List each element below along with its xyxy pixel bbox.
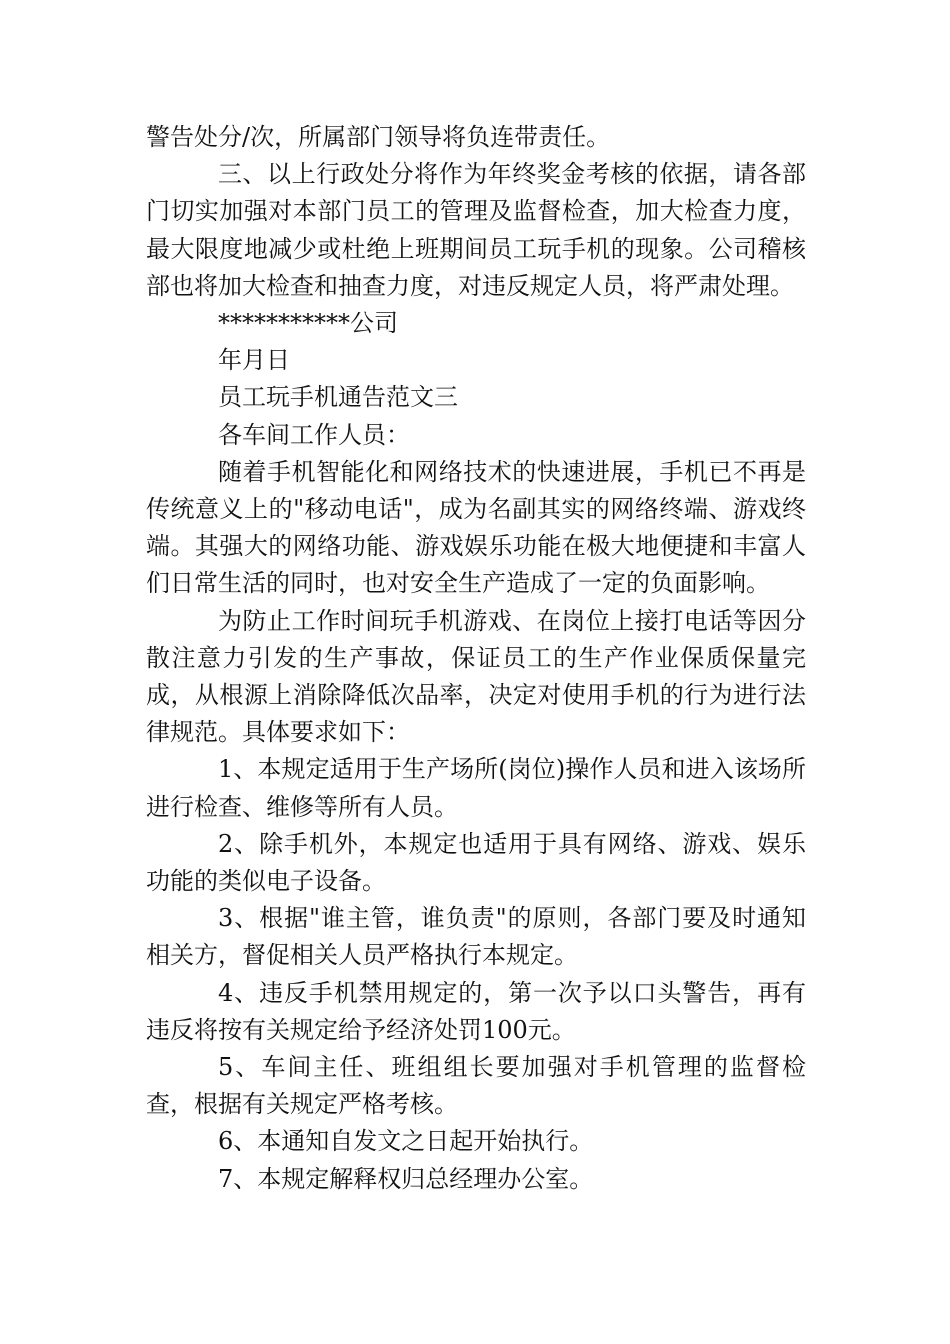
paragraph-purpose: 为防止工作时间玩手机游戏、在岗位上接打电话等因分散注意力引发的生产事故，保证员工的生产作业保质保量完成，从根源上消除降低次品率，决定对使用手机的行为进行法律规范。具体要求如下： [146,606,806,747]
signature-company: ***********公司 [218,309,398,338]
salutation: 各车间工作人员： [218,420,410,449]
paragraph-warning-continued: 警告处分/次，所属部门领导将负连带责任。 [146,123,611,151]
paragraph-background: 随着手机智能化和网络技术的快速进展，手机已不再是传统意义上的"移动电话"，成为名副其实的网络终端、游戏终端。其强大的网络功能、游戏娱乐功能在极大地便捷和丰富人们日常生活的同时，也对安全生产造成了一定的负面影响。 [146,457,806,598]
rule-item-7: 7、本规定解释权归总经理办公室。 [218,1164,594,1193]
rule-item-3: 3、根据"谁主管，谁负责"的原则，各部门要及时通知相关方，督促相关人员严格执行本规定。 [146,904,806,970]
rule-item-4: 4、违反手机禁用规定的，第一次予以口头警告，再有违反将按有关规定给予经济处罚100元。 [146,978,806,1044]
rule-item-2: 2、除手机外，本规定也适用于具有网络、游戏、娱乐功能的类似电子设备。 [146,829,806,896]
rule-item-5: 5、车间主任、班组组长要加强对手机管理的监督检查，根据有关规定严格考核。 [146,1053,806,1119]
signature-date: 年月日 [218,346,290,375]
paragraph-section-three: 三、以上行政处分将作为年终奖金考核的依据，请各部门切实加强对本部门员工的管理及监督检查，加大检查力度，最大限度地减少或杜绝上班期间员工玩手机的现象。公司稽核部也将加大检查和抽查力度，对违反规定人员，将严肃处理。 [146,160,806,300]
rule-item-6: 6、本通知自发文之日起开始执行。 [218,1127,594,1156]
rule-item-1: 1、本规定适用于生产场所(岗位)操作人员和进入该场所进行检查、维修等所有人员。 [146,755,806,821]
section-heading: 员工玩手机通告范文三 [218,383,458,412]
document-page [146,119,806,1198]
